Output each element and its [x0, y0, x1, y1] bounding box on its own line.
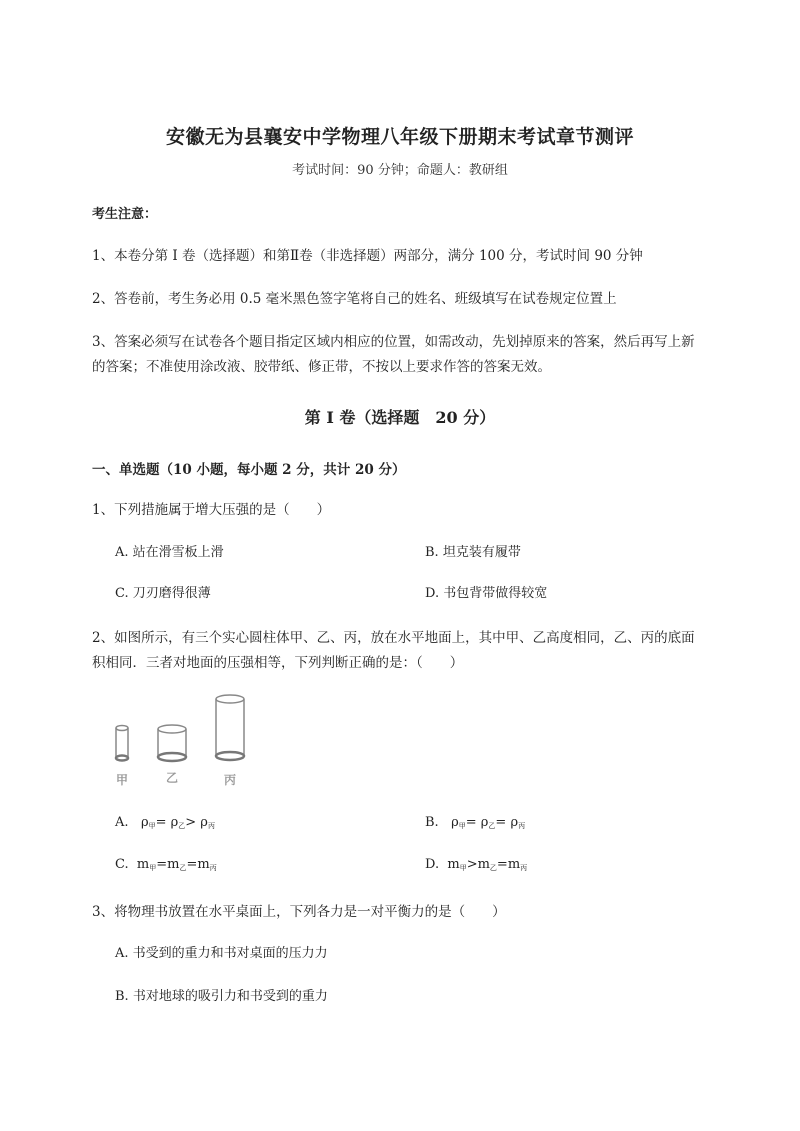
notice-item-3-cont: 的答案；不准使用涂改液、胶带纸、修正带，不按以上要求作答的答案无效。: [92, 359, 551, 375]
exam-info: 考试时间：90 分钟；命题人：教研组: [292, 163, 508, 178]
q1-option-d[interactable]: D. 书包背带做得较宽: [425, 586, 548, 601]
q1-option-a[interactable]: A. 站在滑雪板上滑: [115, 545, 224, 560]
q3-option-b[interactable]: B. 书对地球的吸引力和书受到的重力: [115, 989, 328, 1004]
q2-option-d[interactable]: D. $m_甲>m_乙=m_丙$: [425, 857, 528, 872]
q3-stem: 3、将物理书放置在水平桌面上，下列各力是一对平衡力的是（ ）: [92, 904, 506, 920]
notice-item-2: 2、答卷前，考生务必用 0.5 毫米黑色签字笔将自己的姓名、班级填写在试卷规定位置上: [92, 291, 617, 307]
cylinders-figure: [108, 690, 268, 790]
q2-stem-line2: 积相同．三者对地面的压强相等，下列判断正确的是：（ ）: [92, 655, 464, 671]
q1-option-c[interactable]: C. 刀刃磨得很薄: [115, 586, 211, 601]
figure-label-jia: 甲: [115, 773, 129, 787]
notice-heading: 考生注意：: [92, 207, 158, 222]
q1-stem: 1、下列措施属于增大压强的是（ ）: [92, 502, 331, 518]
part-heading: 一、单选题（10 小题，每小题 2 分，共计 20 分）: [92, 462, 406, 478]
q2-option-a[interactable]: A. $\rho_甲= \rho_乙> \rho_丙$: [115, 815, 215, 830]
q2-option-b[interactable]: B. $\rho_甲= \rho_乙= \rho_丙$: [425, 815, 526, 830]
notice-item-3: 3、答案必须写在试卷各个题目指定区域内相应的位置，如需改动，先划掉原来的答案，然后再写上新: [92, 334, 695, 350]
figure-label-bing: 丙: [223, 773, 237, 787]
notice-item-1: 1、本卷分第 I 卷（选择题）和第Ⅱ卷（非选择题）两部分，满分 100 分，考试时间 90 分钟: [92, 248, 643, 264]
q3-option-a[interactable]: A. 书受到的重力和书对桌面的压力力: [115, 946, 328, 961]
q2-stem-line1: 2、如图所示，有三个实心圆柱体甲、乙、丙，放在水平地面上，其中甲、乙高度相同，乙、丙的底面: [92, 630, 695, 646]
page-title: 安徽无为县襄安中学物理八年级下册期末考试章节测评: [165, 126, 634, 148]
q2-option-c[interactable]: C. $m_甲=m_乙=m_丙$: [115, 857, 217, 872]
figure-label-yi: 乙: [165, 771, 179, 785]
section-title: 第 I 卷（选择题 20 分）: [304, 408, 496, 427]
q1-option-b[interactable]: B. 坦克装有履带: [425, 545, 521, 560]
